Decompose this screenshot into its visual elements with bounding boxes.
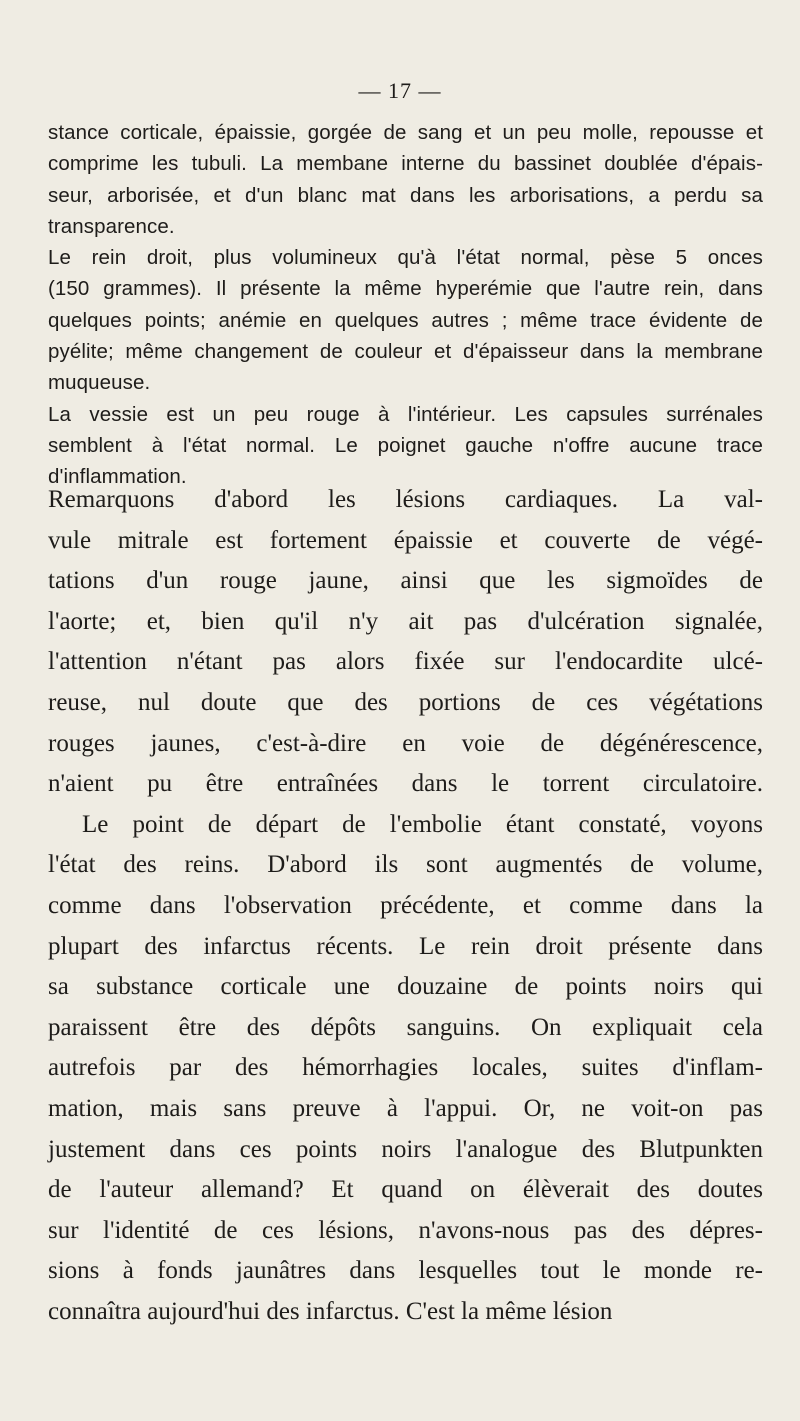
- text-line: vule mitrale est fortement épaissie et couverte de végé-: [48, 526, 763, 554]
- text-line: plupart des infarctus récents. Le rein droit présente dans: [48, 932, 763, 960]
- text-line: mation, mais sans preuve à l'appui. Or, ne voit-on pas: [48, 1094, 763, 1122]
- text-line: n'aient pu être entraînées dans le torrent circulatoire.: [48, 770, 763, 798]
- text-line: rouges jaunes, c'est-à-dire en voie de dégénérescence,: [48, 729, 763, 757]
- text-line: justement dans ces points noirs l'analogue des Blutpunkten: [48, 1135, 763, 1163]
- text-line: sions à fonds jaunâtres dans lesquelles tout le monde re-: [48, 1257, 763, 1285]
- text-line: connaîtra aujourd'hui des infarctus. C'est la même lésion: [48, 1297, 613, 1325]
- text-line: sur l'identité de ces lésions, n'avons-nous pas des dépres-: [48, 1216, 763, 1244]
- text-line: Remarquons d'abord les lésions cardiaques. La val-: [48, 486, 763, 513]
- text-line: (150 grammes). Il présente la même hyperémie que l'autre rein, dans: [48, 277, 763, 301]
- text-line: pyélite; même changement de couleur et d'épaisseur dans la membrane: [48, 340, 763, 364]
- page-number: — 17 —: [358, 78, 442, 103]
- small-print-block: [48, 117, 763, 493]
- text-line: quelques points; anémie en quelques autres ; même trace évidente de: [48, 308, 763, 332]
- text-line: autrefois par des hémorrhagies locales, suites d'inflam-: [48, 1054, 763, 1082]
- text-line: tations d'un rouge jaune, ainsi que les sigmoïdes de: [48, 567, 763, 595]
- text-line: reuse, nul doute que des portions de ces végétations: [48, 688, 763, 716]
- text-line: paraissent être des dépôts sanguins. On expliquait cela: [48, 1013, 763, 1041]
- text-line: Le rein droit, plus volumineux qu'à l'état normal, pèse 5 onces: [48, 246, 763, 270]
- text-line: l'état des reins. D'abord ils sont augmentés de volume,: [48, 851, 763, 879]
- text-line: l'aorte; et, bien qu'il n'y ait pas d'ulcération signalée,: [48, 607, 763, 635]
- text-line: de l'auteur allemand? Et quand on élèverait des doutes: [48, 1176, 763, 1204]
- text-line: stance corticale, épaissie, gorgée de sang et un peu molle, repousse et: [48, 121, 763, 144]
- text-line: comme dans l'observation précédente, et comme dans la: [48, 891, 763, 919]
- text-line: seur, arborisée, et d'un blanc mat dans les arborisations, a perdu sa: [48, 183, 763, 207]
- text-line: l'attention n'étant pas alors fixée sur l'endocardite ulcé-: [48, 648, 763, 676]
- text-line: semblent à l'état normal. Le poignet gauche n'offre aucune trace: [48, 433, 763, 457]
- text-line: Le point de départ de l'embolie étant constaté, voyons: [82, 810, 763, 838]
- text-line: d'inflammation.: [48, 465, 187, 489]
- main-text-block: [48, 480, 763, 1332]
- text-line: transparence.: [48, 214, 175, 238]
- text-line: La vessie est un peu rouge à l'intérieur. Les capsules surrénales: [48, 402, 763, 426]
- text-line: muqueuse.: [48, 371, 151, 395]
- text-line: comprime les tubuli. La membane interne du bassinet doublée d'épais-: [48, 152, 763, 176]
- text-line: sa substance corticale une douzaine de points noirs qui: [48, 973, 763, 1001]
